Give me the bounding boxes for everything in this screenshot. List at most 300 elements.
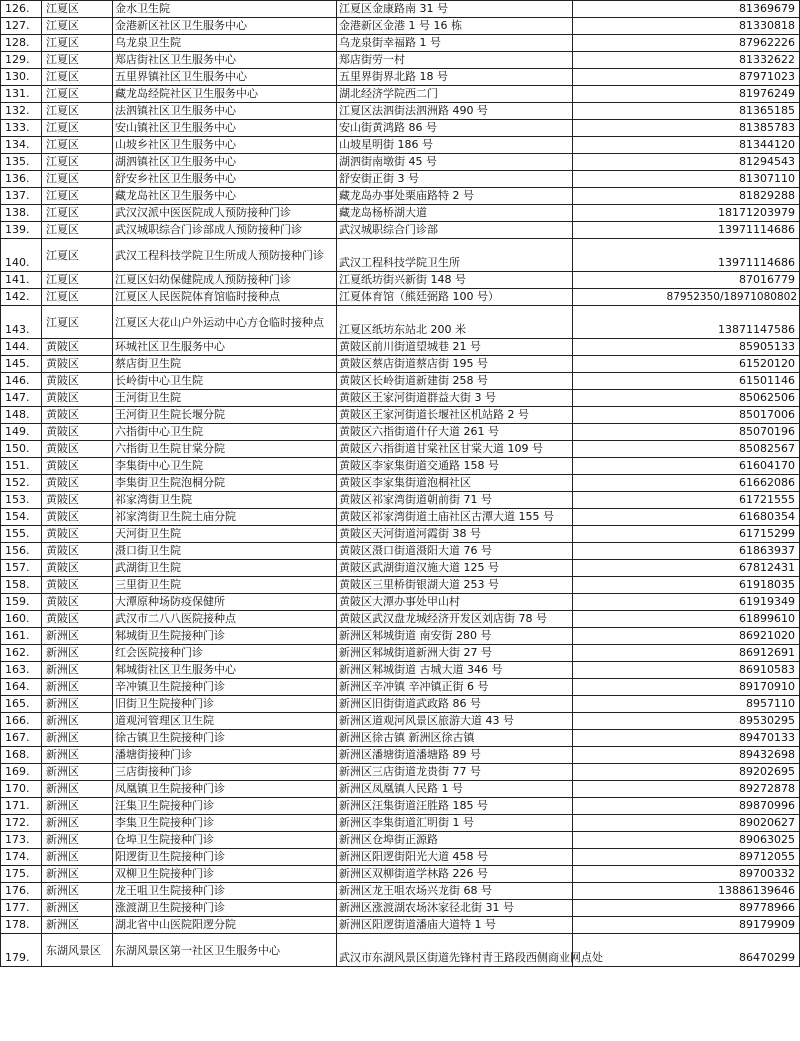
phone-cell: 89170910 <box>573 679 800 696</box>
district-cell: 黄陂区 <box>42 492 113 509</box>
phone-cell: 85070196 <box>573 424 800 441</box>
phone-cell: 89202695 <box>573 764 800 781</box>
row-number-cell: 156. <box>1 543 42 560</box>
phone-cell: 85082567 <box>573 441 800 458</box>
row-number-cell: 166. <box>1 713 42 730</box>
district-cell: 黄陂区 <box>42 407 113 424</box>
district-cell: 新洲区 <box>42 815 113 832</box>
phone-cell: 13886139646 <box>573 883 800 900</box>
phone-cell: 89712055 <box>573 849 800 866</box>
address-cell: 新洲区阳逻街道潘庙大道特 1 号 <box>337 917 573 934</box>
address-cell: 武汉工程科技学院卫生所 <box>337 239 573 272</box>
address-cell: 江夏区金康路南 31 号 <box>337 1 573 18</box>
phone-cell: 89272878 <box>573 781 800 798</box>
district-cell: 新洲区 <box>42 798 113 815</box>
table-row <box>1 306 800 339</box>
table-body <box>1 1 800 967</box>
site-name-cell: 郑店街社区卫生服务中心 <box>113 52 337 69</box>
row-number-cell: 139. <box>1 222 42 239</box>
district-cell: 黄陂区 <box>42 356 113 373</box>
row-number-cell: 167. <box>1 730 42 747</box>
table-row <box>1 339 800 356</box>
site-name-cell: 三里街卫生院 <box>113 577 337 594</box>
site-name-cell: 湖泗镇社区卫生服务中心 <box>113 154 337 171</box>
address-cell: 新洲区龙王咀农场兴龙街 68 号 <box>337 883 573 900</box>
district-cell: 黄陂区 <box>42 441 113 458</box>
address-cell: 江夏体育馆（熊廷弼路 100 号） <box>337 289 573 306</box>
site-name-cell: 金港新区社区卫生服务中心 <box>113 18 337 35</box>
site-name-cell: 旧街卫生院接种门诊 <box>113 696 337 713</box>
row-number-cell: 132. <box>1 103 42 120</box>
row-number-cell: 157. <box>1 560 42 577</box>
row-number-cell: 176. <box>1 883 42 900</box>
phone-cell: 61918035 <box>573 577 800 594</box>
address-cell: 乌龙泉街幸福路 1 号 <box>337 35 573 52</box>
row-number-cell: 155. <box>1 526 42 543</box>
row-number-cell: 177. <box>1 900 42 917</box>
row-number-cell: 137. <box>1 188 42 205</box>
site-name-cell: 藏龙岛社区卫生服务中心 <box>113 188 337 205</box>
table-row <box>1 866 800 883</box>
row-number-cell: 148. <box>1 407 42 424</box>
phone-cell: 61680354 <box>573 509 800 526</box>
table-row <box>1 543 800 560</box>
address-cell: 武汉市东湖风景区街道先锋村青王路段西侧商业网点处 <box>337 934 573 967</box>
row-number-cell: 147. <box>1 390 42 407</box>
site-name-cell: 武汉汉派中医医院成人预防接种门诊 <box>113 205 337 222</box>
site-name-cell: 祁家湾街卫生院土庙分院 <box>113 509 337 526</box>
table-row <box>1 407 800 424</box>
site-name-cell: 道观河管理区卫生院 <box>113 713 337 730</box>
district-cell: 江夏区 <box>42 35 113 52</box>
phone-cell: 89870996 <box>573 798 800 815</box>
table-row <box>1 696 800 713</box>
row-number-cell: 164. <box>1 679 42 696</box>
phone-cell: 85062506 <box>573 390 800 407</box>
address-cell: 郑店街劳一村 <box>337 52 573 69</box>
row-number-cell: 135. <box>1 154 42 171</box>
site-name-cell: 涨渡湖卫生院接种门诊 <box>113 900 337 917</box>
table-row <box>1 645 800 662</box>
address-cell: 黄陂区王家河街道群益大街 3 号 <box>337 390 573 407</box>
phone-cell: 81369679 <box>573 1 800 18</box>
row-number-cell: 131. <box>1 86 42 103</box>
district-cell: 新洲区 <box>42 730 113 747</box>
address-cell: 黄陂区李家集街道泡桐社区 <box>337 475 573 492</box>
address-cell: 新洲区辛冲镇 辛冲镇正街 6 号 <box>337 679 573 696</box>
address-cell: 山坡星明街 186 号 <box>337 137 573 154</box>
address-cell: 武汉城职综合门诊部 <box>337 222 573 239</box>
site-name-cell: 江夏区妇幼保健院成人预防接种门诊 <box>113 272 337 289</box>
row-number-cell: 174. <box>1 849 42 866</box>
site-name-cell: 武汉工程科技学院卫生所成人预防接种门诊 <box>113 239 337 272</box>
phone-cell: 81344120 <box>573 137 800 154</box>
district-cell: 黄陂区 <box>42 526 113 543</box>
row-number-cell: 143. <box>1 306 42 339</box>
district-cell: 黄陂区 <box>42 594 113 611</box>
site-name-cell: 汪集卫生院接种门诊 <box>113 798 337 815</box>
address-cell: 黄陂区三里桥街银湖大道 253 号 <box>337 577 573 594</box>
table-row <box>1 35 800 52</box>
phone-cell: 61919349 <box>573 594 800 611</box>
district-cell: 黄陂区 <box>42 611 113 628</box>
phone-cell: 81385783 <box>573 120 800 137</box>
district-cell: 黄陂区 <box>42 577 113 594</box>
table-row <box>1 475 800 492</box>
row-number-cell: 163. <box>1 662 42 679</box>
address-cell: 黄陂区李家集街道交通路 158 号 <box>337 458 573 475</box>
address-cell: 新洲区三店街道龙贵街 77 号 <box>337 764 573 781</box>
table-row <box>1 849 800 866</box>
table-row <box>1 594 800 611</box>
table-row <box>1 815 800 832</box>
phone-cell: 85017006 <box>573 407 800 424</box>
site-name-cell: 藏龙岛经院社区卫生服务中心 <box>113 86 337 103</box>
district-cell: 新洲区 <box>42 696 113 713</box>
site-name-cell: 滠口街卫生院 <box>113 543 337 560</box>
address-cell: 新洲区涨渡湖农场沐家径北街 31 号 <box>337 900 573 917</box>
table-row <box>1 356 800 373</box>
row-number-cell: 173. <box>1 832 42 849</box>
site-name-cell: 凤凰镇卫生院接种门诊 <box>113 781 337 798</box>
table-row <box>1 577 800 594</box>
site-name-cell: 辛冲镇卫生院接种门诊 <box>113 679 337 696</box>
phone-cell: 81976249 <box>573 86 800 103</box>
site-name-cell: 舒安乡社区卫生服务中心 <box>113 171 337 188</box>
address-cell: 新洲区李集街道汇明街 1 号 <box>337 815 573 832</box>
site-name-cell: 仓埠卫生院接种门诊 <box>113 832 337 849</box>
district-cell: 江夏区 <box>42 69 113 86</box>
phone-cell: 86921020 <box>573 628 800 645</box>
site-name-cell: 李集街中心卫生院 <box>113 458 337 475</box>
address-cell: 金港新区金港 1 号 16 栋 <box>337 18 573 35</box>
site-name-cell: 天河街卫生院 <box>113 526 337 543</box>
district-cell: 江夏区 <box>42 272 113 289</box>
row-number-cell: 128. <box>1 35 42 52</box>
address-cell: 新洲区潘塘街道潘塘路 89 号 <box>337 747 573 764</box>
address-cell: 江夏纸坊街兴新街 148 号 <box>337 272 573 289</box>
phone-cell: 89179909 <box>573 917 800 934</box>
phone-cell: 81829288 <box>573 188 800 205</box>
district-cell: 江夏区 <box>42 1 113 18</box>
site-name-cell: 王河街卫生院长堰分院 <box>113 407 337 424</box>
row-number-cell: 134. <box>1 137 42 154</box>
table-row <box>1 424 800 441</box>
site-name-cell: 金水卫生院 <box>113 1 337 18</box>
row-number-cell: 172. <box>1 815 42 832</box>
district-cell: 新洲区 <box>42 849 113 866</box>
phone-cell: 67812431 <box>573 560 800 577</box>
site-name-cell: 武汉城职综合门诊部成人预防接种门诊 <box>113 222 337 239</box>
site-name-cell: 长岭街中心卫生院 <box>113 373 337 390</box>
address-cell: 黄陂区武湖街道汉施大道 125 号 <box>337 560 573 577</box>
site-name-cell: 法泗镇社区卫生服务中心 <box>113 103 337 120</box>
district-cell: 江夏区 <box>42 18 113 35</box>
address-cell: 黄陂区长岭街道新建街 258 号 <box>337 373 573 390</box>
phone-cell: 87952350/18971080802 <box>573 289 800 306</box>
address-cell: 新洲区徐古镇 新洲区徐古镇 <box>337 730 573 747</box>
address-cell: 江夏区法泗街法泗洲路 490 号 <box>337 103 573 120</box>
table-row <box>1 883 800 900</box>
district-cell: 黄陂区 <box>42 373 113 390</box>
site-name-cell: 安山镇社区卫生服务中心 <box>113 120 337 137</box>
address-cell: 新洲区阳逻街阳光大道 458 号 <box>337 849 573 866</box>
site-name-cell: 邾城街社区卫生服务中心 <box>113 662 337 679</box>
site-name-cell: 阳逻街卫生院接种门诊 <box>113 849 337 866</box>
phone-cell: 81307110 <box>573 171 800 188</box>
district-cell: 江夏区 <box>42 239 113 272</box>
district-cell: 黄陂区 <box>42 424 113 441</box>
table-row <box>1 1 800 18</box>
row-number-cell: 126. <box>1 1 42 18</box>
district-cell: 新洲区 <box>42 679 113 696</box>
address-cell: 黄陂区六指街道什仔大道 261 号 <box>337 424 573 441</box>
address-cell: 黄陂区滠口街道滠阳大道 76 号 <box>337 543 573 560</box>
site-name-cell: 乌龙泉卫生院 <box>113 35 337 52</box>
address-cell: 黄陂区王家河街道长堰社区机站路 2 号 <box>337 407 573 424</box>
table-row <box>1 679 800 696</box>
table-row <box>1 730 800 747</box>
phone-cell: 13871147586 <box>573 306 800 339</box>
phone-cell: 89778966 <box>573 900 800 917</box>
address-cell: 黄陂区祁家湾街道土庙社区古潭大道 155 号 <box>337 509 573 526</box>
table-row <box>1 611 800 628</box>
table-row <box>1 764 800 781</box>
table-row <box>1 373 800 390</box>
site-name-cell: 徐古镇卫生院接种门诊 <box>113 730 337 747</box>
row-number-cell: 161. <box>1 628 42 645</box>
address-cell: 新洲区邾城街道新洲大街 27 号 <box>337 645 573 662</box>
site-name-cell: 潘塘街接种门诊 <box>113 747 337 764</box>
row-number-cell: 168. <box>1 747 42 764</box>
table-row <box>1 239 800 272</box>
address-cell: 黄陂区祁家湾街道朝前街 71 号 <box>337 492 573 509</box>
site-name-cell: 龙王咀卫生院接种门诊 <box>113 883 337 900</box>
district-cell: 黄陂区 <box>42 458 113 475</box>
district-cell: 江夏区 <box>42 205 113 222</box>
address-cell: 新洲区旧街街道武政路 86 号 <box>337 696 573 713</box>
site-name-cell: 王河街卫生院 <box>113 390 337 407</box>
district-cell: 新洲区 <box>42 900 113 917</box>
site-name-cell: 三店街接种门诊 <box>113 764 337 781</box>
row-number-cell: 170. <box>1 781 42 798</box>
district-cell: 江夏区 <box>42 171 113 188</box>
table-row <box>1 747 800 764</box>
district-cell: 江夏区 <box>42 86 113 103</box>
row-number-cell: 152. <box>1 475 42 492</box>
phone-cell: 81365185 <box>573 103 800 120</box>
address-cell: 湖泗街南墩街 45 号 <box>337 154 573 171</box>
table-row <box>1 628 800 645</box>
phone-cell: 81294543 <box>573 154 800 171</box>
table-row <box>1 662 800 679</box>
row-number-cell: 160. <box>1 611 42 628</box>
phone-cell: 61501146 <box>573 373 800 390</box>
table-row <box>1 171 800 188</box>
site-name-cell: 双柳卫生院接种门诊 <box>113 866 337 883</box>
district-cell: 新洲区 <box>42 662 113 679</box>
district-cell: 江夏区 <box>42 188 113 205</box>
table-row <box>1 900 800 917</box>
site-name-cell: 江夏区大花山户外运动中心方仓临时接种点 <box>113 306 337 339</box>
district-cell: 黄陂区 <box>42 339 113 356</box>
site-name-cell: 东湖风景区第一社区卫生服务中心 <box>113 934 337 967</box>
row-number-cell: 130. <box>1 69 42 86</box>
row-number-cell: 153. <box>1 492 42 509</box>
address-cell: 新洲区双柳街道学林路 226 号 <box>337 866 573 883</box>
district-cell: 新洲区 <box>42 781 113 798</box>
district-cell: 江夏区 <box>42 52 113 69</box>
row-number-cell: 154. <box>1 509 42 526</box>
row-number-cell: 145. <box>1 356 42 373</box>
table-row <box>1 458 800 475</box>
site-name-cell: 武湖街卫生院 <box>113 560 337 577</box>
table-row <box>1 492 800 509</box>
table-row <box>1 917 800 934</box>
address-cell: 黄陂区天河街道河霞街 38 号 <box>337 526 573 543</box>
site-name-cell: 五里界镇社区卫生服务中心 <box>113 69 337 86</box>
district-cell: 江夏区 <box>42 222 113 239</box>
district-cell: 江夏区 <box>42 137 113 154</box>
site-name-cell: 湖北省中山医院阳逻分院 <box>113 917 337 934</box>
row-number-cell: 158. <box>1 577 42 594</box>
row-number-cell: 127. <box>1 18 42 35</box>
address-cell: 安山街黄鸿路 86 号 <box>337 120 573 137</box>
phone-cell: 61863937 <box>573 543 800 560</box>
row-number-cell: 169. <box>1 764 42 781</box>
district-cell: 新洲区 <box>42 883 113 900</box>
district-cell: 新洲区 <box>42 645 113 662</box>
site-name-cell: 李集街卫生院泡桐分院 <box>113 475 337 492</box>
district-cell: 黄陂区 <box>42 543 113 560</box>
phone-cell: 86912691 <box>573 645 800 662</box>
table-row <box>1 781 800 798</box>
row-number-cell: 159. <box>1 594 42 611</box>
row-number-cell: 146. <box>1 373 42 390</box>
address-cell: 新洲区凤凰镇人民路 1 号 <box>337 781 573 798</box>
address-cell: 新洲区汪集街道汪胜路 185 号 <box>337 798 573 815</box>
phone-cell: 61721555 <box>573 492 800 509</box>
site-name-cell: 山坡乡社区卫生服务中心 <box>113 137 337 154</box>
address-cell: 黄陂区大潭办事处甲山村 <box>337 594 573 611</box>
table-row <box>1 272 800 289</box>
table-row <box>1 137 800 154</box>
district-cell: 新洲区 <box>42 747 113 764</box>
table-row <box>1 69 800 86</box>
phone-cell: 89700332 <box>573 866 800 883</box>
district-cell: 黄陂区 <box>42 509 113 526</box>
table-row <box>1 441 800 458</box>
row-number-cell: 141. <box>1 272 42 289</box>
phone-cell: 13971114686 <box>573 222 800 239</box>
row-number-cell: 175. <box>1 866 42 883</box>
district-cell: 新洲区 <box>42 628 113 645</box>
address-cell: 五里界街界北路 18 号 <box>337 69 573 86</box>
phone-cell: 86910583 <box>573 662 800 679</box>
phone-cell: 61662086 <box>573 475 800 492</box>
site-name-cell: 祁家湾街卫生院 <box>113 492 337 509</box>
district-cell: 江夏区 <box>42 306 113 339</box>
phone-cell: 8957110 <box>573 696 800 713</box>
table-row <box>1 713 800 730</box>
district-cell: 新洲区 <box>42 917 113 934</box>
district-cell: 黄陂区 <box>42 475 113 492</box>
district-cell: 新洲区 <box>42 764 113 781</box>
phone-cell: 87971023 <box>573 69 800 86</box>
table-row <box>1 934 800 967</box>
address-cell: 黄陂区六指街道甘棠社区甘棠大道 109 号 <box>337 441 573 458</box>
table-row <box>1 154 800 171</box>
row-number-cell: 151. <box>1 458 42 475</box>
phone-cell: 85905133 <box>573 339 800 356</box>
district-cell: 江夏区 <box>42 103 113 120</box>
address-cell: 藏龙岛办事处栗庙路特 2 号 <box>337 188 573 205</box>
table-row <box>1 832 800 849</box>
row-number-cell: 129. <box>1 52 42 69</box>
address-cell: 新洲区邾城街道 南安街 280 号 <box>337 628 573 645</box>
row-number-cell: 178. <box>1 917 42 934</box>
table-row <box>1 798 800 815</box>
phone-cell: 13971114686 <box>573 239 800 272</box>
table-row <box>1 103 800 120</box>
phone-cell: 89470133 <box>573 730 800 747</box>
table-row <box>1 18 800 35</box>
site-name-cell: 蔡店街卫生院 <box>113 356 337 373</box>
phone-cell: 18171203979 <box>573 205 800 222</box>
district-cell: 江夏区 <box>42 154 113 171</box>
row-number-cell: 179. <box>1 934 42 967</box>
address-cell: 黄陂区前川街道望城巷 21 号 <box>337 339 573 356</box>
phone-cell: 89530295 <box>573 713 800 730</box>
address-cell: 湖北经济学院西二门 <box>337 86 573 103</box>
table-row <box>1 52 800 69</box>
table-row <box>1 509 800 526</box>
phone-cell: 89020627 <box>573 815 800 832</box>
row-number-cell: 133. <box>1 120 42 137</box>
address-cell: 江夏区纸坊东站北 200 米 <box>337 306 573 339</box>
site-name-cell: 大潭原种场防疫保健所 <box>113 594 337 611</box>
row-number-cell: 138. <box>1 205 42 222</box>
address-cell: 新洲区道观河风景区旅游大道 43 号 <box>337 713 573 730</box>
district-cell: 江夏区 <box>42 120 113 137</box>
district-cell: 黄陂区 <box>42 390 113 407</box>
site-name-cell: 环城社区卫生服务中心 <box>113 339 337 356</box>
phone-cell: 86470299 <box>573 934 800 967</box>
row-number-cell: 144. <box>1 339 42 356</box>
table-row <box>1 86 800 103</box>
phone-cell: 81332622 <box>573 52 800 69</box>
phone-cell: 87962226 <box>573 35 800 52</box>
site-name-cell: 邾城街卫生院接种门诊 <box>113 628 337 645</box>
table-row <box>1 526 800 543</box>
site-name-cell: 江夏区人民医院体育馆临时接种点 <box>113 289 337 306</box>
phone-cell: 89432698 <box>573 747 800 764</box>
address-cell: 新洲区仓埠街正源路 <box>337 832 573 849</box>
district-cell: 新洲区 <box>42 866 113 883</box>
address-cell: 舒安街正街 3 号 <box>337 171 573 188</box>
phone-cell: 87016779 <box>573 272 800 289</box>
site-name-cell: 李集卫生院接种门诊 <box>113 815 337 832</box>
district-cell: 新洲区 <box>42 713 113 730</box>
site-name-cell: 六指街卫生院甘棠分院 <box>113 441 337 458</box>
table-row <box>1 560 800 577</box>
row-number-cell: 136. <box>1 171 42 188</box>
address-cell: 黄陂区武汉盘龙城经济开发区刘店街 78 号 <box>337 611 573 628</box>
district-cell: 新洲区 <box>42 832 113 849</box>
phone-cell: 61715299 <box>573 526 800 543</box>
table-row <box>1 120 800 137</box>
address-cell: 黄陂区蔡店街道蔡店街 195 号 <box>337 356 573 373</box>
